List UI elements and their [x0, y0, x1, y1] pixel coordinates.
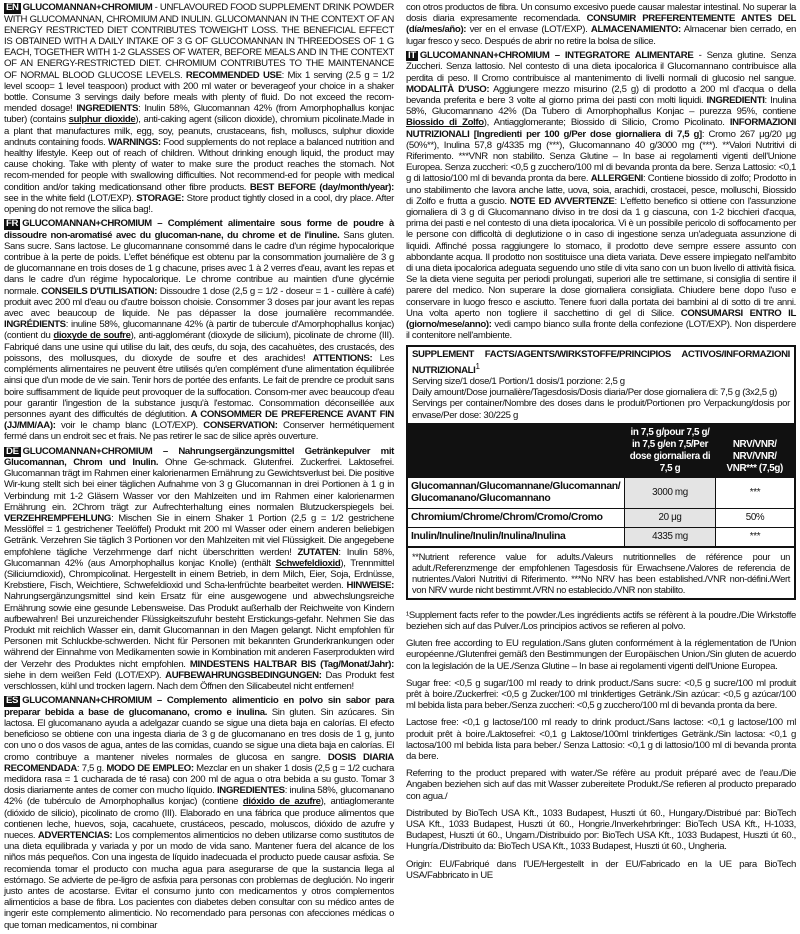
allergen-fr: dioxyde de soufre: [53, 330, 131, 342]
intro-fr: Sans gluten. Sans sucre. Sans lactose. Le glucomannane consommé dans le cadre d'un régime hypocalorique contribue à la perte de poids. L'effet bénéfique est obtenu par la consommation journalière de 3 g de glucomannane en trois doses de 1 g chacune, prises avec 1 à 2 verres d'eau, avant les repas et dans le cadre d'un régime hypocalorique. Le chrome contribue au maintien d'une glycémie normale.: [4, 229, 395, 297]
ingredients-text2-es: ), antiaglomerante (dióxido de silicio), picolinato de cromo (III). Elaborado en una fábrica que produce alimentos que contienen leche, huevos, soja, cacahuete, crustáceos, pescado, moluscos, dióxido de azufre y nueces.: [4, 796, 394, 842]
ingredients-text-fr: : inuline 58%, glucomannane 42% (à partir de tubercule d'Amorphophallus konjac) (contient du: [4, 319, 394, 342]
expiry-text-it: vedi campo bianco sulla fronte della confezione (LOT/EXP). Non disperdere il contenitore nell'ambiente.: [406, 318, 796, 342]
intro-en: - UNFLAVOURED FOOD SUPPLEMENT DRINK POWDER WITH GLUCOMANNAN, CHROMIUM AND INULIN. GLUCOMANNAN IN THE CONTEXT OF AN ENERGY RESTRICTED DIET CONTRIBUTES TOWEIGHT LOSS. THE BENEFICIAL EFFECT IS OBTAINED WITH A DAILY INTAKE OF 3 G OF GLUCOMANNAN IN THREEDOSES OF 1 G EACH, TOGETHER WITH 1-2 GLASSES OF WATER, BEFORE MEALS AND IN THE CONTEXT OF AN ENERGY-RESTRICTED DIET. CHROMIUM CONTRIBUTES TO THE MAINTENANCE OF NORMAL BLOOD GLUCOSE LEVELS.: [4, 2, 394, 81]
column-amount-header: in 7,5 g/pour 7,5 g/ in 7,5 g/en 7,5/Per dose giornaliera di 7,5 g: [625, 425, 716, 478]
notes-text-it: : L'effetto benefico si ottiene con l'assunzione giornaliera di 3 g di Glucomannano diviso in tre dosi da 1 g ciascuna, con 1-2 bicchieri d'acqua, prima dei pasti e nel contesto di una dieta ipocalorica. Vi è un possibile pericolo di soffocamento per le persone con difficoltà di deglutizione o in caso di ingestione senza un'adeguata assunzione di liquidi. Affinché possa raggiungere lo stomaco, il prodotto deve sempre essere assunto con abbondante acqua. Il prodotto non sostituisce una dieta variata. Deve essere impiegato nell'ambito di una dieta ipocalorica adeguata seguendo uno stile di vita sano con un buon livello di attività fisica. Se la dieta viene seguita per periodi prolungati, superiori alle tre settimane, si consiglia di sentire il parere del medico. Non superare la dose giornaliera consigliata. Chiudere bene dopo l'uso e conservare in luogo fresco e asciutto. Tenere fuori dalla portata dei bambini al di sotto di tre anni. Una volta aperto non togliere il sacchettino di gel di Silice.: [406, 195, 796, 319]
use-label-en: RECOMMENDED USE: [185, 69, 282, 81]
footer-notes: [406, 610, 796, 881]
warnings-text-es: Los complementos alimenticios no deben utilizarse como sustitutos de una dieta equilibrada y variada y por un modo de vida sano. Mantener fuera del alcance de los niños más pequeños. Con una ingesta de líquido inadecuada el producto puede causar asfixia. Se recomienda tomar el producto con mucha agua para asegurarse de que la sustancia llega al estómago. Se advierte de pe-ligro de asfixia para personas con problemas de deglución. No ingerir justo antes de acostarse. Evitar el consumo junto con medicamentos y otros complementos alimenticios a base de fibra. Los pacientes con diabetes deben consultar con su médico antes de ingerir este complemento alimenticio. No recomendado para personas con afecciones médicas o que toman medicamentos, ni combinar: [4, 830, 394, 931]
subtitle-de: – Nahrungsergänzungsmittel Getränkepulver mit Glucomannan, Chrom und Inulin.: [4, 445, 394, 469]
warnings-text-de: Nahrungsergänzungsmittel sind kein Ersatz für eine ausgewogene und abwechslungsreiche Ernährung sowie eine gesunde Lebensweise. Das Produkt außerhalb der Reichweite von Kindern aufbewahren! Bei unzureichender Flüssigkeitszufuhr besteht Erstickungs-gefahr. Nehmen Sie das Produkt mit reichlich Wasser ein, damit Glucomannan in den Magen gelangt. Nicht empfohlen für Personen mit Schluckbe-schwerden. Nicht für Personen mit bekannten Grunderkrankungen oder während der Einnahme von Medikamenten sowie in Kombination mit anderen Faserprodukten wird der Verzehr des Produktes nicht empfohlen.: [4, 591, 394, 670]
language-tag-it: IT: [408, 49, 416, 61]
nutrient-name: Inulin/Inuline/Inulin/Inulina/Inulina: [408, 527, 625, 546]
serving-size: Serving size/1 dose/1 Portion/1 dosis/1 porzione: 2,5 g: [412, 375, 625, 387]
section-fr: [4, 218, 394, 442]
footer-paragraph: Sugar free: <0,5 g sugar/100 ml ready to drink product./Sans sucre: <0,5 g sucre/100 ml produit prêt à boire./Zuckerfrei: <0,5 g Zucker/100 ml trinkfertiges Getränk./Sin azúcar: <0,5 g azúcar/100 ml bebida lista para beber./Senza zuccheri: <0,5 g zucchero/100 ml di bevanda pronta da bere.: [406, 677, 796, 712]
best-before-text-de: siehe in dem weißen Feld (LOT/EXP).: [4, 669, 166, 681]
warnings-label-de: HINWEISE:: [346, 580, 394, 592]
allergen-de: Schwefeldioxid: [275, 557, 341, 569]
ingredients-text2-en: ), anti-caking agent (silicon dioxide), chromium picolinate.Made in a plant that manufactures milk, egg, soy, peanuts, crustaceans, fish, molluscs, sulphur dioxide andnuts containing foods.: [4, 114, 394, 148]
language-tag-en: EN: [6, 2, 19, 13]
footer-paragraph: Origin: EU/Fabriqué dans l'UE/Hergestellt in der EU/Fabricado en la UE para BioTech USA/Fabbricato in UE: [406, 858, 796, 881]
storage-text-de: Das Produkt fest verschlossen, kühl und trocken lagern. Nach dem Öffnen den Silicabeutel nicht entfernen!: [4, 669, 394, 693]
nutrient-name: Glucomannan/Glucomannane/Glucomannan/ Glucomanano/Glucomannano: [408, 477, 625, 508]
nutrient-amount: 4335 mg: [625, 527, 716, 546]
es-continued-text: con otros productos de fibra. Un consumo excesivo puede causar malestar intestinal. No superar la dosis diaria expresamente recomendada.: [406, 2, 796, 25]
left-column: [4, 2, 394, 934]
nutrient-amount: 3000 mg: [625, 477, 716, 508]
product-title-it: GLUCOMANNAN+CHROMIUM: [419, 49, 550, 61]
intro-de: Ohne Ge-schmack. Glutenfrei. Zuckerfrei. Laktosefrei. Glucomannan trägt im Rahmen einer kalorienarmen Ernährung zu Gewichtsverlust bei. Die positive Wir-kung stellt sich bei einer täglichen Aufnahme von 3 g Glucomannan in drei Portionen à 1 g in Verbindung mit 1-2 Gläsern Wasser vor den Mahlzeiten und im Rahmen einer kalorienarmen Ernährung ein. 2Chrom trägt zur Aufrechterhaltung eines normalen Blutzuckerspiegels bei.: [4, 457, 394, 513]
best-before-label-en: BEST BEFORE (day/month/year):: [249, 181, 394, 193]
table-row: [408, 477, 794, 508]
servings-per-container: Servings per container/Nombre des doses dans le produit/Portionen pro Verpackung/dosis por envase/Per dose: 30/225 g: [412, 398, 790, 421]
ingredients-label-en: INGREDIENTS: [76, 103, 139, 115]
supplement-facts-box: [406, 345, 796, 599]
ingredients-text-it: : Inulina 58%, Glucomannano 42% (Da Tubero di Amorphophallus Konjac – purezza 95%, contiene: [406, 94, 797, 118]
footer-paragraph: Referring to the product prepared with water./Se réfère au produit préparé avec de l'eau./Die Angaben beziehen sich auf das mit Wasser zubereitete Produkt./Se refieren al producto preparado con agua./: [406, 768, 796, 802]
facts-footnote: **Nutrient reference value for adults./Valeurs nutritionnelles de référence pour un adult./Referenzmenge der empfohlenen Tagesdosis für Erwachsene./Valores de referencia de nutrientes./Valori Nutritivi di Riferimento. ***No NRV has been established./VNR non-défini./Wert von NRV wurde nicht bestimmt./VRN no establecido./VNR non stabilito.: [408, 546, 794, 598]
table-row: [408, 508, 794, 527]
best-before-text-fr: voir le champ blanc (LOT/EXP).: [55, 420, 204, 432]
use-text-fr: Dissoudre 1 dose (2,5 g = 1/2 - doseur = 1 - cuillère à café) produit avec 200 ml d'eau ou d'autre boisson choisie. Consommer 3 doses par jour avant les repas avec avec beaucoup de liquide. Ne pas dépasser la dose journalière recommandée.: [4, 285, 395, 320]
section-de: [4, 446, 394, 693]
nutrition-label-it: INFORMAZIONI NUTRIZIONALI [Ingredienti per 100 g/Per dose giornaliera di 7,5 g]: [406, 117, 797, 140]
allergen-en: sulphur dioxide: [68, 114, 136, 126]
right-column: [406, 2, 796, 887]
use-label-fr: CONSEILS D'UTILISATION:: [41, 285, 158, 297]
language-tag-de: DE: [6, 445, 19, 457]
product-title-fr: GLUCOMANNAN+CHROMIUM: [22, 218, 152, 230]
use-text-it: Aggiungere mezzo misurino (2,5 g) di prodotto a 200 ml d'acqua o della bevanda preferita e bere 3 volte al giorno prima dei pasti con molti liquidi.: [406, 83, 796, 106]
facts-title-footnote: 1: [475, 361, 480, 371]
use-text-de: : Mischen Sie in einem Shaker 1 Portion (2,5 g = 1/2 gestrichene Messlöffel = 1 gestrichener Teelöffel) Produkt mit 200 ml Wasser oder einem anderen beliebigen Getränk. Verzehren Sie täglich 3 Portionen vor den Mahlzeiten mit viel Flüssigkeit. Die angegebene empfohlene tägliche Verzehrmenge darf nicht überschritten werden!: [4, 513, 394, 558]
ingredients-label-es: INGREDIENTES: [216, 785, 285, 797]
subtitle-fr: – Complément alimentaire sous forme de poudre à dissoudre non-aromatisé avec du glucoman-nane, du chrome et de l'inuline.: [4, 218, 394, 241]
storage-text-es: Almacenar bien cerrado, en lugar fresco y seco. Después de abrir no retire la bolsa de sílice.: [406, 24, 797, 47]
best-before-label-es: CONSUMIR PREFERENTEMENTE ANTES DEL (día/mes/año):: [406, 13, 796, 36]
allergens-text-it: : Contiene biossido di zolfo; Prodotto in uno stabilimento che lavora anche latte, uova, soia, arachidi, crostacei, pesce, molluschi, Biossido di Zolfo e frutta a guscio.: [406, 173, 796, 207]
warnings-text-en: Food supplements do not replace a balanced nutrition and healthy lifestyle. Keep out of reach of children. Without drinking enough liquid, the product may cause choking. Take with plenty of water to make sure the product reaches the stomach. Not recom-mended for people with swallowing difficulties. Not recommend-ed for people with medical condition and/or taking medicationsand other fibre products.: [4, 136, 394, 193]
section-it: [406, 50, 796, 342]
section-es: [4, 695, 394, 931]
daily-amount: Daily amount/Dose journalière/Tagesdosis/Dosis diaria/Per dose giornaliera di: 7,5 g (3x2,5 g): [412, 387, 777, 399]
ingredients-label-de: ZUTATEN: [297, 546, 339, 558]
facts-header: [408, 347, 794, 424]
nutrient-name: Chromium/Chrome/Chrom/Cromo/Cromo: [408, 508, 625, 527]
footer-paragraph: Gluten free according to EU regulation./Sans gluten conformément à la réglementation de l'Union européenne./Glutenfrei gemäß den Bestimmungen der Europäischen Union./Sin gluten de acuerdo con la legislación de la UE./Senza Glutine – In base ai regolamenti vigenti dell'Unione Europea.: [406, 638, 796, 672]
subtitle-it: – INTEGRATORE ALIMENTARE: [549, 49, 694, 61]
use-label-de: VERZEHREMPFEHLUNG: [4, 513, 112, 525]
facts-table-header: [408, 425, 794, 478]
use-text-en: : Mix 1 serving (2.5 g = 1/2 level scoop= 1 level teaspoon) product with 200 ml water or beverageof your choice in a shaker bottle. Consume 3 servings daily before meals with plenty of fluid. Do not exceed the recom-mended dosage!: [4, 69, 395, 115]
warnings-label-en: WARNINGS:: [107, 136, 161, 148]
nutrient-amount: 20 μg: [625, 508, 716, 527]
language-tag-es: ES: [6, 695, 19, 707]
intro-es: Sin gluten. Sin azúcares. Sin lactosa. El glucomanano ayuda a adelgazar cuando se sigue una dieta baja en calorías. El efecto beneficioso se obtiene con una ingesta diaria de 3 g de glucomanano en tres dosis de 1 g, junto con uno o dos vasos de agua, antes de las comidas, cuando se sigue una dieta baja en calorías. El cromo contribuye a mantener niveles normales de glucosa en sangre.: [4, 706, 394, 763]
ingredients-text-en: : Inulin 58%, Glucomannan 42% (from Amorphophallus konjac tuber) (contains: [4, 103, 394, 126]
storage-label-de: AUFBEWAHRUNGSBEDINGUNGEN:: [165, 669, 322, 681]
footer-paragraph: Lactose free: <0,1 g lactose/100 ml ready to drink product./Sans lactose: <0,1 g lactose/100 ml produit prêt à boire./Laktosefrei: <0,1 g Laktose/100ml trinkfertiges Getränk./Sin lactosa: <0,1 g lactosa/100 ml bebida lista para beber./ Senza Lattosio: <0,1 g di lattosio/100 ml di bevanda pronta da bere.: [406, 717, 796, 763]
ingredients-text2-fr: ), anti-agglomérant (dioxyde de silicium), picolinate de chrome (III). Fabriqué dans une usine qui utilise du lait, des œufs, du soja, des cacahuètes, des crustacés, des poissons, des mollusques, du dioxyde de soufre et des arachides!: [4, 330, 395, 364]
facts-table: [408, 425, 794, 546]
ingredients-label-it: INGREDIENTI: [706, 94, 765, 106]
storage-text-fr: Conserver hermétiquement fermé dans un endroit sec et frais. Ne pas retirer le sac de silice après ouverture.: [4, 420, 394, 443]
allergens-label-it: ALLERGENI: [590, 173, 643, 185]
dose-label-es: DOSIS DIARIA RECOMENDADA: [4, 751, 395, 774]
allergen-it: Biossido di Zolfo: [406, 117, 484, 129]
storage-label-fr: CONSERVATION:: [203, 420, 278, 432]
ingredients-text2-de: ), Trennmittel (Siliciumdioxid), Chrompicolinat. Hergestellt in einem Betrieb, in dem Milch, Eier, Soja, Erdnüsse, Krebstiere, Fisch, Weichtiere, Schwefeldioxid und Scha-lenfrüchte bearbeitet werden.: [4, 557, 394, 592]
storage-label-en: STORAGE:: [136, 192, 184, 204]
best-before-label-fr: A CONSOMMER DE PREFERENCE AVANT FIN (JJ/MM/AA):: [4, 408, 394, 432]
section-en: [4, 2, 394, 215]
best-before-label-de: MINDESTENS HALTBAR BIS (Tag/Monat/Jahr):: [189, 658, 394, 670]
ingredients-text-de: : Inulin 58%, Glucomannan 42% (aus Amorphophallus konjac Knolle) (enthält: [4, 546, 395, 569]
footer-paragraph: ¹Supplement facts refer to the powder./Les ingrédients actifs se réfèrent à la poudre./Die Wirkstoffe beziehen sich auf das Pulver./Los principios activos se refieren al polvo.: [406, 609, 796, 632]
allergen-es: dióxido de azufre: [242, 796, 321, 808]
warnings-text-fr: Les compléments alimentaires ne peuvent être utilisés qu'en complément d'une alimentation équilibrée ainsi que d'un mode de vie sain. Tenir hors de portée des enfants. Le fait de prendre ce produit sans boire suffisamment de liquide peut provoquer de la suffocation. Consom-mer avec beaucoup d'eau pour garantir l'ingestion de la substance jusqu'à l'estomac. Consommation déconseillée aux personnes ayant des difficultés de déglutition.: [4, 352, 394, 420]
column-nrv-header: NRV/VNR/ NRV/VNR/ VNR*** (7,5g): [716, 425, 795, 478]
facts-title: SUPPLEMENT FACTS/AGENTS/WIRKSTOFFE/PRINCIPIOS ACTIVOS/INFORMAZIONI NUTRIZIONALI: [412, 349, 790, 376]
subtitle-es: – Complemento alimenticio en polvo sin sabor para preparar bebida a base de glucomanano, cromo e inulina.: [4, 695, 394, 718]
expiry-label-it: CONSUMARSI ENTRO IL (giorno/mese/anno):: [406, 307, 797, 330]
ingredients-label-fr: INGRÉDIENTS: [4, 319, 66, 331]
best-before-text-es: ver en el envase (LOT/EXP).: [466, 24, 591, 36]
footer-paragraph: Distributed by BioTech USA Kft., 1033 Budapest, Huszti út 60., Hungary./Distribué par: BioTech USA Kft., 1033 Budapest, Huszti út 60., Hongrie./Inverkehrbringer: BioTech USA Kft., H-1033, Budapest, Huszti út 60., Ungarn./Distribuido por: BioTech USA Kft., 1033 Budapest, Huszti út 60., Hungría./Distribuito da: BioTech USA Kft., 1033 Budapest, Huszti út 60., Ungheria.: [406, 807, 796, 853]
warnings-label-es: ADVERTENCIAS:: [37, 830, 113, 842]
product-title-es: GLUCOMANNAN+CHROMIUM: [22, 695, 152, 707]
nutrient-nrv: 50%: [716, 508, 795, 527]
warnings-label-fr: ATTENTIONS:: [312, 352, 373, 364]
language-tag-fr: FR: [6, 218, 19, 230]
section-es-continued: [406, 2, 796, 47]
product-title-de: GLUCOMANNAN+CHROMIUM: [22, 445, 153, 457]
notes-label-it: NOTE ED AVVERTENZE: [509, 195, 615, 207]
nutrient-nrv: ***: [716, 527, 795, 546]
use-text-es: Mezclar en un shaker 1 dosis (2,5 g = 1/2 cuchara medidora rasa = 1 cucharada de té rasa) con 200 ml de agua o otra bebida a su gusto. Tomar 3 dosis diariamente antes de comer con mucho líquido.: [4, 762, 394, 797]
ingredients-text-es: : inulina 58%, glucomanano 42% (de tubérculo de Amorphophallus konjac) (contiene: [4, 785, 394, 808]
nutrition-text-it: : Cromo 267 μg/20 μg (50%**), Inulina 57,8 g/4335 mg (***), Glucomannano 40 g/3000 mg (***). **Valori Nutritivi di Riferimento. ***VNR non stabilito. Senza Glutine – In base ai regolamenti vigenti dell'Unione Europea. Senza zuccheri: <0,5 g zucchero/100 ml di bevanda pronta da bere. Senza Lattosio: <0,1 g di lattosio/100 ml di bevanda pronta da bere.: [406, 128, 797, 185]
storage-text-en: Store product tightly closed in a cool, dry place. After opening do not remove the silica bag!.: [4, 192, 395, 215]
table-row: [408, 527, 794, 546]
nutrient-nrv: ***: [716, 477, 795, 508]
product-title-en: GLUCOMANNAN+CHROMIUM: [22, 2, 153, 13]
dose-text-es: : 7,5 g.: [76, 762, 107, 774]
best-before-text-en: see in the white field (LOT/EXP).: [4, 192, 137, 204]
intro-it: - Senza glutine. Senza Zuccheri. Senza lattosio. Nel contesto di una dieta ipocalorica il Glucomannano contribuisce alla perdita di peso. Il Cromo contribuisce al mantenimento di livelli normali di glucosio nel sangue.: [406, 49, 796, 84]
use-label-es: MODO DE EMPLEO:: [106, 762, 194, 774]
storage-label-es: ALMACENAMIENTO:: [590, 24, 681, 36]
ingredients-text2-it: ), Antiagglomerante; Biossido di Silicio, Cromo Picolinato.: [483, 117, 730, 129]
use-label-it: MODALITÀ D'USO:: [406, 83, 490, 95]
